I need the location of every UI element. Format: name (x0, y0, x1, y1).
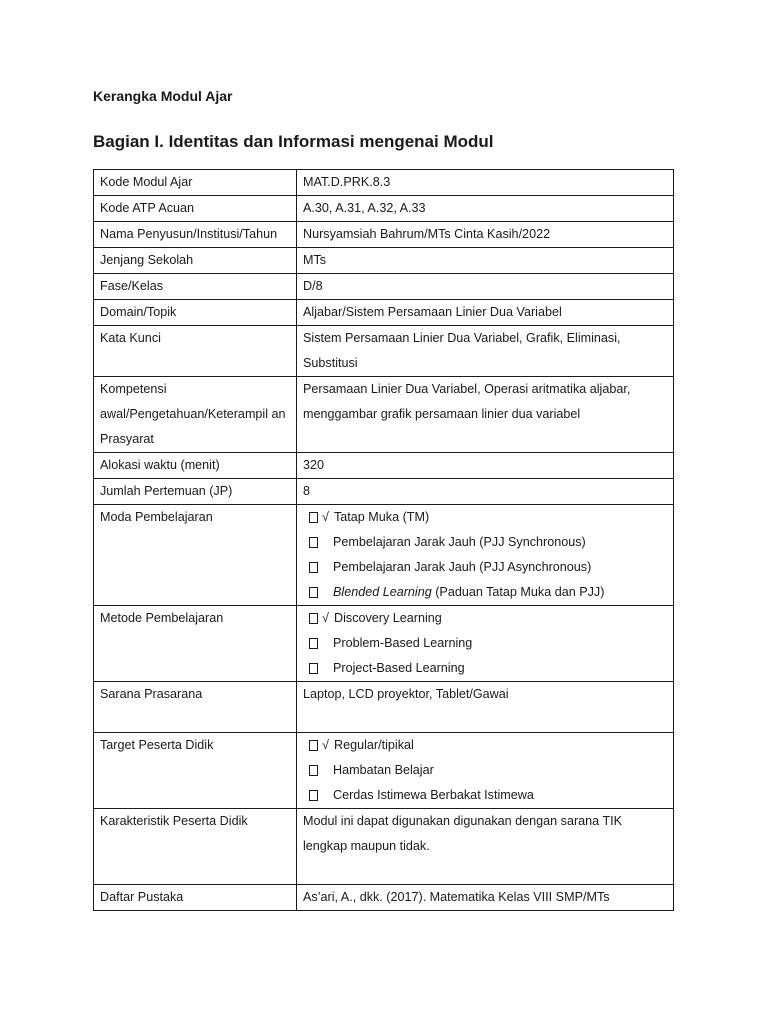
option-label: Regular/tipikal (334, 738, 414, 752)
table-row (94, 453, 674, 479)
row-value: Nursyamsiah Bahrum/MTs Cinta Kasih/2022 (297, 222, 674, 248)
metode-options (297, 606, 674, 682)
checkbox-icon (309, 587, 318, 598)
table-row (94, 326, 674, 377)
table-row (94, 170, 674, 196)
row-label: Domain/Topik (94, 300, 297, 326)
checkbox-icon (309, 740, 318, 751)
option-label: (Paduan Tatap Muka dan PJJ) (431, 585, 605, 599)
row-label: Karakteristik Peserta Didik (94, 809, 297, 885)
row-label: Fase/Kelas (94, 274, 297, 300)
table-row-sarana (94, 682, 674, 733)
check-mark-icon: √ (322, 510, 329, 524)
option-label: Pembelajaran Jarak Jauh (PJJ Synchronous) (333, 535, 586, 549)
row-value-text: Persamaan Linier Dua Variabel, Operasi aritmatika aljabar, menggambar grafik persamaan linier dua variabel (303, 382, 631, 421)
option-item (303, 580, 667, 605)
check-mark-icon: √ (322, 738, 329, 752)
table-row-metode (94, 606, 674, 682)
row-value: As’ari, A., dkk. (2017). Matematika Kelas VIII SMP/MTs (297, 885, 674, 911)
row-label: Kata Kunci (94, 326, 297, 377)
row-value: MTs (297, 248, 674, 274)
row-value: A.30, A.31, A.32, A.33 (297, 196, 674, 222)
row-label: Kode ATP Acuan (94, 196, 297, 222)
row-value: Sistem Persamaan Linier Dua Variabel, Grafik, Eliminasi, Substitusi (297, 326, 674, 377)
table-row (94, 196, 674, 222)
option-label: Discovery Learning (334, 611, 442, 625)
module-identity-table (93, 169, 674, 911)
row-label: Jumlah Pertemuan (JP) (94, 479, 297, 505)
checkbox-icon (309, 537, 318, 548)
option-item (303, 530, 667, 555)
row-value: 320 (297, 453, 674, 479)
checkbox-icon (309, 562, 318, 573)
checkbox-icon (309, 512, 318, 523)
table-row (94, 300, 674, 326)
row-label: Moda Pembelajaran (94, 505, 297, 606)
table-row (94, 274, 674, 300)
checkbox-icon (309, 765, 318, 776)
table-row-moda (94, 505, 674, 606)
row-label: Alokasi waktu (menit) (94, 453, 297, 479)
option-item (303, 656, 667, 681)
document-heading: Kerangka Modul Ajar (93, 88, 233, 104)
section-title: Bagian I. Identitas dan Informasi mengenai Modul (93, 132, 494, 151)
option-item (303, 631, 667, 656)
row-label: Daftar Pustaka (94, 885, 297, 911)
table-row-pustaka (94, 885, 674, 911)
option-label: Hambatan Belajar (333, 763, 434, 777)
row-label: Nama Penyusun/Institusi/Tahun (94, 222, 297, 248)
checkbox-icon (309, 790, 318, 801)
row-label: Kompetensi awal/Pengetahuan/Keterampil an Prasyarat (94, 377, 297, 453)
option-item (303, 505, 667, 530)
row-label: Jenjang Sekolah (94, 248, 297, 274)
option-label-italic: Blended Learning (333, 585, 432, 599)
row-value: MAT.D.PRK.8.3 (297, 170, 674, 196)
option-label: Project-Based Learning (333, 661, 465, 675)
table-row (94, 479, 674, 505)
option-item (303, 783, 667, 808)
row-label: Kode Modul Ajar (94, 170, 297, 196)
target-options (297, 733, 674, 809)
check-mark-icon: √ (322, 611, 329, 625)
option-item (303, 555, 667, 580)
option-item (303, 733, 667, 758)
table-row (94, 377, 674, 453)
row-label: Target Peserta Didik (94, 733, 297, 809)
option-item (303, 758, 667, 783)
row-label: Metode Pembelajaran (94, 606, 297, 682)
checkbox-icon (309, 613, 318, 624)
table-row (94, 248, 674, 274)
row-value (297, 377, 674, 453)
row-label: Sarana Prasarana (94, 682, 297, 733)
checkbox-icon (309, 638, 318, 649)
row-value: Modul ini dapat digunakan digunakan dengan sarana TIK lengkap maupun tidak. (297, 809, 674, 885)
moda-options (297, 505, 674, 606)
checkbox-icon (309, 663, 318, 674)
row-value: Laptop, LCD proyektor, Tablet/Gawai (297, 682, 674, 733)
table-row-karakteristik (94, 809, 674, 885)
option-label: Pembelajaran Jarak Jauh (PJJ Asynchronous) (333, 560, 592, 574)
option-label: Cerdas Istimewa Berbakat Istimewa (333, 788, 534, 802)
option-label: Problem-Based Learning (333, 636, 473, 650)
table-row-target (94, 733, 674, 809)
row-value: Aljabar/Sistem Persamaan Linier Dua Variabel (297, 300, 674, 326)
option-label: Tatap Muka (TM) (334, 510, 430, 524)
row-value: 8 (297, 479, 674, 505)
option-item (303, 606, 667, 631)
row-value: D/8 (297, 274, 674, 300)
table-row (94, 222, 674, 248)
